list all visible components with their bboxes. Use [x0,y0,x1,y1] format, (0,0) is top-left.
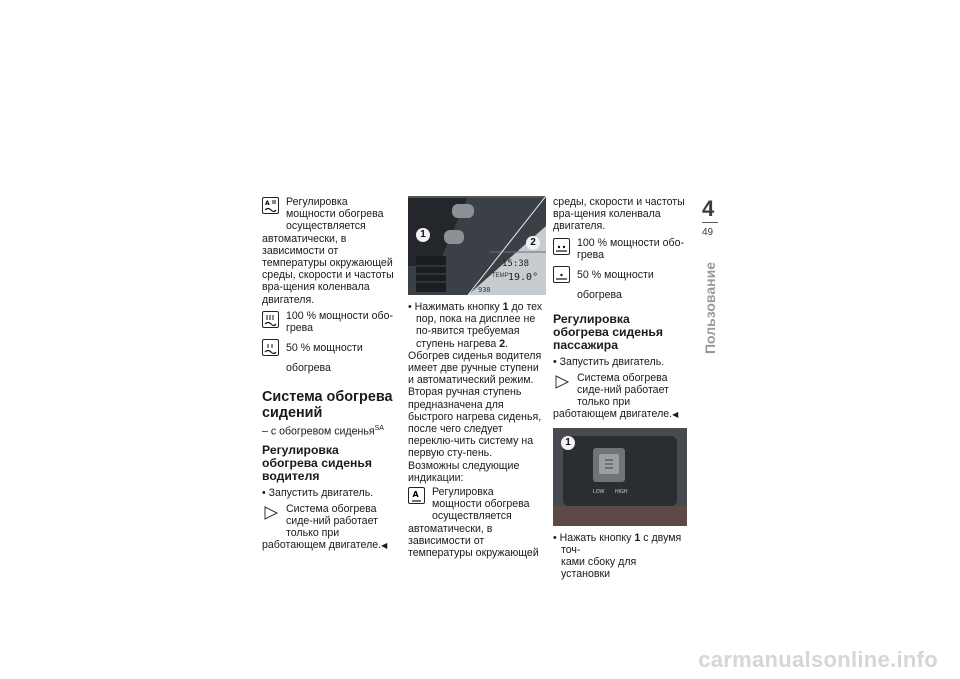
switch-high-label: HIGH [615,488,628,495]
pass-note-triangle-icon [553,373,571,391]
driver-heat-title: Регулировка обогрева сиденья водителя [262,442,372,484]
note-para-cont: работающем двигателе.◀ [262,539,388,552]
auto-heat-para: A Регулировка мощности обогрева осуществляется [262,196,396,233]
pass-bullet-start-engine: • Запустить двигатель. [553,356,687,368]
temp-readout: 19.0° [508,272,539,283]
pass-bullet-press-button: • Нажать кнопку 1 с двумя точ- [553,532,687,556]
seat-heat-50-icon [262,339,279,356]
auto-mode-icon [408,487,425,504]
switch-low-label: LOW [593,488,605,495]
end-mark-icon: ◀ [381,541,388,551]
pass-heat-100-row: 100 % мощности обо-грева [553,237,687,261]
svg-text:A: A [412,490,419,500]
watermark: carmanualsonline.info [698,647,938,672]
temp-label: TEMP [492,273,509,279]
auto-para: A Регулировка мощности обогрева осуществляется [408,486,546,523]
heat-100-row: 100 % мощности обо-грева [262,310,396,334]
sa-line: – с обогревом сиденья$^{SA}$ [262,425,384,438]
page-number: 49 [702,227,714,238]
bullet-press-button: • Нажимать кнопку 1 до тех [408,301,546,313]
bullet-press-cont: пор, пока на дисплее не по-явится требуемая ступень нагрева 2. [416,313,536,350]
pass-heat-50-icon [553,266,570,283]
column-2 [408,196,546,559]
pass-callout-1: 1 [561,436,575,450]
bullet-start-engine: • Запустить двигатель. [262,487,396,499]
clock-readout: 15:38 [502,259,530,269]
pass-note-para-cont: работающем двигателе.◀ [553,408,679,421]
callout-2: 2 [526,236,540,250]
section-title: Система обогрева сидений [262,389,393,421]
passenger-switch-photo [553,428,687,526]
note-triangle-icon [262,504,280,522]
seat-heat-100-icon [262,311,279,328]
svg-text:A: A [265,200,270,207]
pass-note-para: Система обогрева сиде-ний работает только при [553,372,687,409]
chapter-rule [702,222,718,223]
driver-body-text: Обогрев сиденья водителя имеет две ручные ступени и автоматический режим. Вторая ручная ступень предназначена для быстрого нагрева сиденья, после чего следует переклю-чить систему на первую сту-пень. Возможны следующие индикации: [408,349,542,484]
column-1 [262,196,396,553]
dashboard-photo [408,196,546,295]
section-tab: Пользование [702,262,718,354]
pass-bullet-press-cont: ками сбоку для установки [561,556,637,581]
chapter-number: 4 [702,196,715,221]
pass-end-mark-icon: ◀ [672,410,679,420]
column-3 [553,196,687,580]
auto-para-cont: автоматически, в зависимости от температуры окружающей [408,522,539,560]
seat-heat-auto-icon [262,197,279,214]
passenger-heat-title: Регулировка обогрева сиденья пассажира [553,312,663,353]
heat-50-row: 50 % мощности обогрева [262,338,396,378]
pass-heat-50-row: 50 % мощности обогрева [553,265,687,305]
callout-1: 1 [416,228,430,242]
odo-readout: 930 [478,286,491,294]
auto-heat-para-cont: автоматически, в зависимости от температуры окружающей среды, скорости и частоты вра-щения коленвала двигателя. [262,232,394,306]
pass-heat-100-icon [553,238,570,255]
col3-cont-text: среды, скорости и частоты вра-щения коленвала двигателя. [553,196,685,233]
note-para: Система обогрева сиде-ний работает только при [262,503,396,540]
